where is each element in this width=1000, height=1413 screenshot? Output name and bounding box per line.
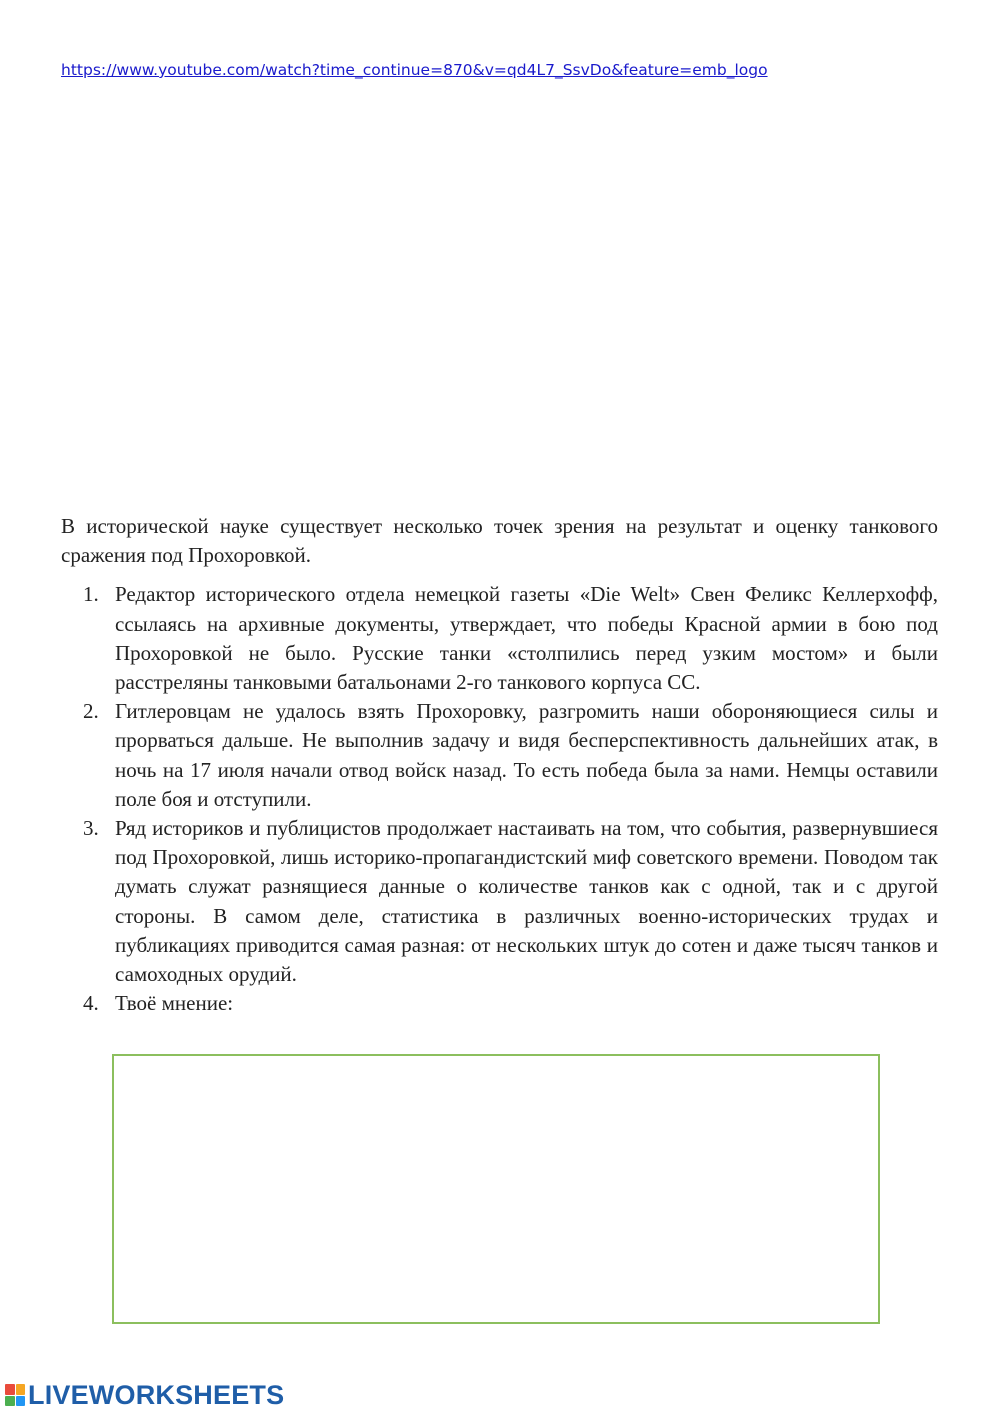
list-item-number: 4. — [83, 991, 99, 1016]
liveworksheets-logo — [5, 1380, 284, 1410]
logo-text: LIVEWORKSHEETS — [28, 1379, 285, 1410]
viewpoints-list — [61, 580, 938, 1018]
intro-paragraph: В исторической науке существует несколько точек зрения на результат и оценку танкового сражения под Прохоровкой. — [61, 514, 938, 568]
list-item-text: Ряд историков и публицистов продолжает настаивать на том, что события, развернувшиеся под Прохоровкой, лишь историко-пропагандистский миф советского времени. Поводом так думать служат разнящиеся данные о количестве танков как с одной, так и с другой стороны. В самом деле, статистика в различных военно-исторических трудах и публикациях приводится самая разная: от нескольких штук до сотен и даже тысяч танков и самоходных орудий. — [115, 816, 938, 987]
logo-tile — [16, 1384, 26, 1395]
list-item-number: 3. — [83, 816, 99, 841]
youtube-link[interactable]: https://www.youtube.com/watch?time_continue=870&v=qd4L7_SsvDo&feature=emb_logo — [61, 61, 768, 79]
logo-tile — [5, 1396, 15, 1407]
list-item — [61, 814, 938, 989]
list-item-text: Гитлеровцам не удалось взять Прохоровку, разгромить наши обороняющиеся силы и прорваться дальше. Не выполнив задачу и видя бесперспективность дальнейших атак, в ночь на 17 июля начали отвод войск назад. То есть победа была за нами. Немцы оставили поле боя и отступили. — [115, 699, 938, 811]
document-body — [61, 512, 938, 1018]
opinion-answer-box[interactable] — [112, 1054, 880, 1324]
list-item-number: 1. — [83, 582, 99, 607]
logo-mark-icon — [5, 1384, 25, 1406]
list-item-number: 2. — [83, 699, 99, 724]
list-item — [61, 989, 938, 1018]
list-item-text: Твоё мнение: — [115, 991, 234, 1016]
logo-tile — [16, 1396, 26, 1407]
list-item — [61, 580, 938, 697]
list-item — [61, 697, 938, 814]
logo-tile — [5, 1384, 15, 1395]
list-item-text: Редактор исторического отдела немецкой газеты «Die Welt» Свен Феликс Келлерхофф, ссылаясь на архивные документы, утверждает, что победы Красной армии в бою под Прохоровкой не было. Русские танки «столпились перед узким мостом» и были расстреляны танковыми батальонами 2-го танкового корпуса СС. — [115, 582, 938, 695]
